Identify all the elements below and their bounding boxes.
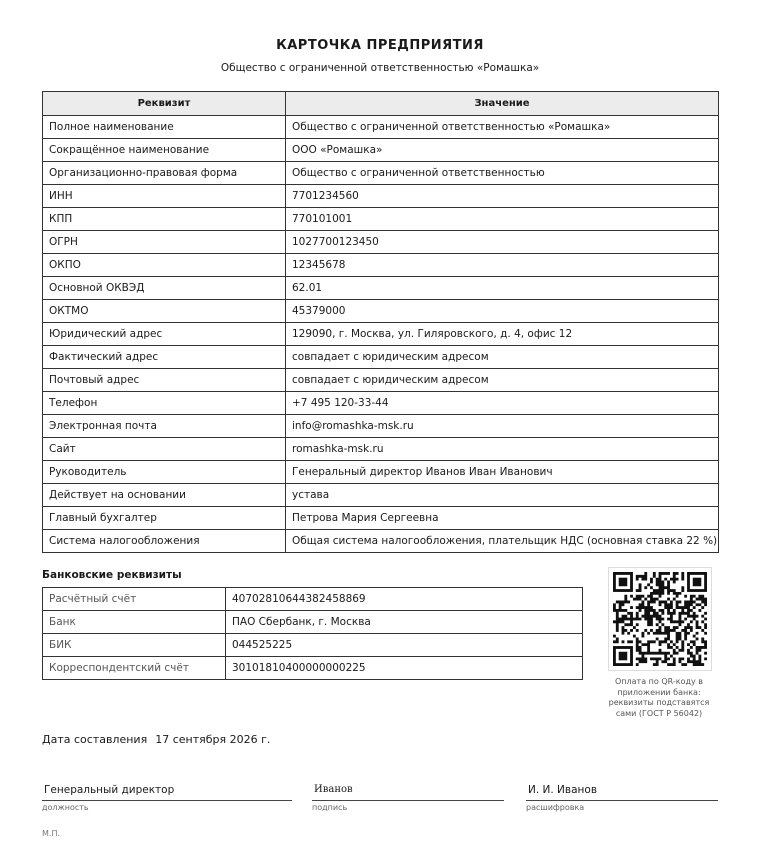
decode-value: И. И. Иванов <box>528 784 598 796</box>
table-row <box>43 139 719 162</box>
row-label: Электронная почта <box>43 415 286 438</box>
row-value: 12345678 <box>286 254 719 277</box>
signature-line <box>312 800 504 801</box>
table-row <box>43 254 719 277</box>
row-label: ОКТМО <box>43 300 286 323</box>
table-row <box>43 461 719 484</box>
table-header-row <box>43 92 719 116</box>
table-row <box>43 657 583 680</box>
row-value: 7701234560 <box>286 185 719 208</box>
row-label: ИНН <box>43 185 286 208</box>
row-value: romashka-msk.ru <box>286 438 719 461</box>
row-label: Действует на основании <box>43 484 286 507</box>
column-header-value: Значение <box>286 92 719 116</box>
position-value: Генеральный директор <box>44 784 175 796</box>
table-row <box>43 530 719 553</box>
row-label: Юридический адрес <box>43 323 286 346</box>
row-label: Организационно-правовая форма <box>43 162 286 185</box>
column-header-requisite: Реквизит <box>43 92 286 116</box>
table-row <box>43 611 583 634</box>
position-caption: должность <box>42 803 89 812</box>
row-label: Главный бухгалтер <box>43 507 286 530</box>
date-label: Дата составления <box>42 733 148 746</box>
row-label: Корреспондентский счёт <box>43 657 226 680</box>
decode-caption: расшифровка <box>526 803 585 812</box>
row-value: ООО «Ромашка» <box>286 139 719 162</box>
row-value: 770101001 <box>286 208 719 231</box>
table-row <box>43 588 583 611</box>
row-value: 62.01 <box>286 277 719 300</box>
row-label: Сайт <box>43 438 286 461</box>
row-value: Генеральный директор Иванов Иван Иванович <box>286 461 719 484</box>
row-label: Почтовый адрес <box>43 369 286 392</box>
row-value: совпадает с юридическим адресом <box>286 369 719 392</box>
table-row <box>43 300 719 323</box>
row-value: 129090, г. Москва, ул. Гиляровского, д. 4, офис 12 <box>286 323 719 346</box>
row-value: ПАО Сбербанк, г. Москва <box>226 611 583 634</box>
row-value: Петрова Мария Сергеевна <box>286 507 719 530</box>
row-value: Общество с ограниченной ответственностью «Ромашка» <box>286 116 719 139</box>
row-label: БИК <box>43 634 226 657</box>
table-row <box>43 392 719 415</box>
row-label: Полное наименование <box>43 116 286 139</box>
row-value: Общество с ограниченной ответственностью <box>286 162 719 185</box>
row-label: Основной ОКВЭД <box>43 277 286 300</box>
stamp-placeholder: М.П. <box>42 829 61 838</box>
row-label: Фактический адрес <box>43 346 286 369</box>
row-value: устава <box>286 484 719 507</box>
table-row <box>43 634 583 657</box>
bank-section-title: Банковские реквизиты <box>42 569 182 581</box>
row-label: ОГРН <box>43 231 286 254</box>
table-row <box>43 116 719 139</box>
date-value: 17 сентября 2026 г. <box>155 733 271 746</box>
row-value: 45379000 <box>286 300 719 323</box>
table-row <box>43 231 719 254</box>
requisites-table <box>42 91 719 553</box>
row-label: Сокращённое наименование <box>43 139 286 162</box>
row-value: 40702810644382458869 <box>226 588 583 611</box>
row-label: Руководитель <box>43 461 286 484</box>
row-value: info@romashka-msk.ru <box>286 415 719 438</box>
table-row <box>43 162 719 185</box>
row-label: КПП <box>43 208 286 231</box>
row-label: Расчётный счёт <box>43 588 226 611</box>
row-label: Банк <box>43 611 226 634</box>
document-subtitle: Общество с ограниченной ответственностью «Ромашка» <box>220 62 540 74</box>
table-row <box>43 415 719 438</box>
row-value: 1027700123450 <box>286 231 719 254</box>
qr-caption: Оплата по QR-коду в приложении банка: реквизиты подставятся сами (ГОСТ Р 56042) <box>608 677 710 718</box>
row-value: 044525225 <box>226 634 583 657</box>
document-title: КАРТОЧКА ПРЕДПРИЯТИЯ <box>276 38 484 53</box>
row-label: ОКПО <box>43 254 286 277</box>
table-row <box>43 369 719 392</box>
signature-caption: подпись <box>312 803 348 812</box>
table-row <box>43 507 719 530</box>
signature-value: Иванов <box>314 784 353 795</box>
row-label: Система налогообложения <box>43 530 286 553</box>
table-row <box>43 277 719 300</box>
position-line <box>42 800 292 801</box>
row-value: совпадает с юридическим адресом <box>286 346 719 369</box>
bank-requisites-table <box>42 587 583 680</box>
table-row <box>43 323 719 346</box>
row-value: Общая система налогообложения, плательщик НДС (основная ставка 22 %) <box>286 530 719 553</box>
table-row <box>43 208 719 231</box>
row-value: 30101810400000000225 <box>226 657 583 680</box>
row-label: Телефон <box>43 392 286 415</box>
table-row <box>43 438 719 461</box>
table-row <box>43 185 719 208</box>
row-value: +7 495 120-33-44 <box>286 392 719 415</box>
qr-code-icon <box>608 567 712 671</box>
table-row <box>43 346 719 369</box>
date-row <box>42 733 270 746</box>
qr-code-graphic <box>613 572 707 666</box>
decode-line <box>526 800 718 801</box>
table-row <box>43 484 719 507</box>
